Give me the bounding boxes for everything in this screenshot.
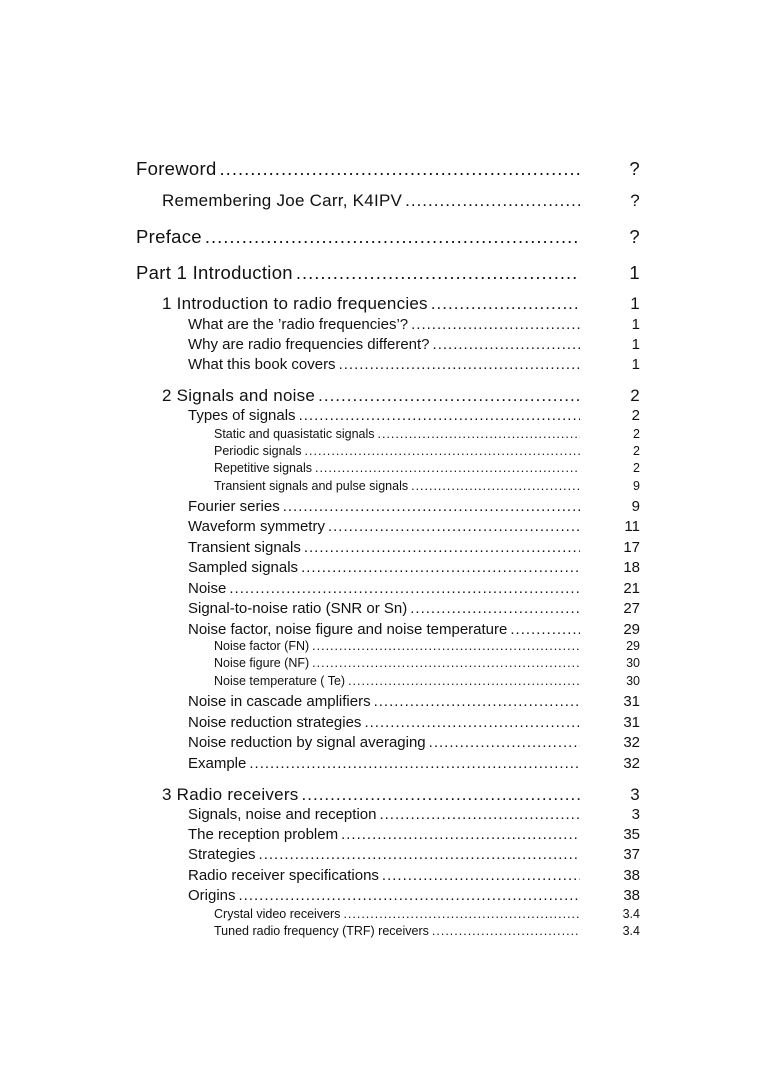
toc-entry <box>136 226 640 247</box>
toc-entry <box>214 924 640 938</box>
toc-entry <box>214 674 640 688</box>
dot-leader <box>328 519 580 534</box>
toc-entry-page: 2 <box>630 386 640 405</box>
toc-entry-title: Tuned radio frequency (TRF) receivers <box>214 924 429 938</box>
toc-entry-page: 3.4 <box>622 907 640 921</box>
toc-entry-title: Remembering Joe Carr, K4IPV <box>162 191 403 210</box>
dot-leader <box>312 657 580 670</box>
toc-entry-page: 2 <box>633 461 640 475</box>
dot-leader <box>318 387 580 404</box>
toc-entry-title: Fourier series <box>188 498 280 515</box>
toc-entry <box>162 191 640 210</box>
toc-entry-title: Types of signals <box>188 407 296 424</box>
toc-entry-page: 21 <box>623 580 640 597</box>
toc-entry <box>214 639 640 653</box>
toc-entry-title: 3 Radio receivers <box>162 785 299 804</box>
toc-entry-page: 2 <box>633 444 640 458</box>
dot-leader <box>283 499 580 514</box>
toc-entry-title: Radio receiver specifications <box>188 867 379 884</box>
toc-entry-title: Sampled signals <box>188 559 299 576</box>
toc-entry <box>188 539 640 556</box>
toc-entry-title: Preface <box>136 226 202 247</box>
toc-entry <box>188 755 640 772</box>
toc-entry-title: Transient signals and pulse signals <box>214 479 409 493</box>
toc-entry <box>214 444 640 458</box>
toc-entry-page: 32 <box>623 755 640 772</box>
toc-entry-title: The reception problem <box>188 826 339 843</box>
dot-leader <box>304 540 580 555</box>
toc-entry-page: 38 <box>623 867 640 884</box>
dot-leader <box>433 337 580 352</box>
toc-entry <box>214 656 640 670</box>
toc-entry-title: Transient signals <box>188 539 301 556</box>
dot-leader <box>411 317 580 332</box>
toc-entry <box>214 479 640 493</box>
toc-entry <box>136 262 640 283</box>
dot-leader <box>305 445 580 458</box>
toc-entry-title: Origins <box>188 887 236 904</box>
toc-entry <box>188 621 640 638</box>
toc-entry <box>188 846 640 863</box>
dot-leader <box>432 925 580 938</box>
toc-entry-page: 3.4 <box>622 924 640 938</box>
toc-entry-title: Why are radio frequencies different? <box>188 336 430 353</box>
toc-entry-title: Noise figure (NF) <box>214 656 310 670</box>
toc-entry <box>162 386 640 405</box>
toc-entry <box>188 498 640 515</box>
toc-entry-title: What are the ’radio frequencies’? <box>188 316 409 333</box>
dot-leader <box>510 622 580 637</box>
toc-entry-page: 31 <box>623 714 640 731</box>
toc-entry <box>188 887 640 904</box>
toc-entry <box>188 559 640 576</box>
toc-entry-page: ? <box>629 226 640 247</box>
toc-entry-title: Waveform symmetry <box>188 518 325 535</box>
toc-entry <box>162 785 640 804</box>
toc-entry-page: 30 <box>626 656 640 670</box>
toc-entry-page: 9 <box>633 479 640 493</box>
toc-entry-title: Foreword <box>136 158 217 179</box>
dot-leader <box>259 847 580 862</box>
toc-entry <box>188 518 640 535</box>
dot-leader <box>431 295 580 312</box>
dot-leader <box>301 560 580 575</box>
toc-entry-page: 3 <box>630 785 640 804</box>
toc-entry-title: 2 Signals and noise <box>162 386 316 405</box>
toc-entry-title: Noise factor (FN) <box>214 639 310 653</box>
toc-entry-title: Noise factor, noise figure and noise temperature <box>188 621 508 638</box>
toc-entry-page: ? <box>630 191 640 210</box>
dot-leader <box>341 827 580 842</box>
toc-entry <box>188 826 640 843</box>
dot-leader <box>410 601 580 616</box>
dot-leader <box>339 357 580 372</box>
dot-leader <box>429 735 580 750</box>
toc-entry-page: 38 <box>623 887 640 904</box>
dot-leader <box>374 694 580 709</box>
toc-entry-page: 2 <box>631 407 640 424</box>
dot-leader <box>348 675 580 688</box>
dot-leader <box>220 160 580 179</box>
toc-entry-page: 17 <box>623 539 640 556</box>
toc-entry-title: Strategies <box>188 846 256 863</box>
toc-entry <box>188 693 640 710</box>
toc-entry-page: 1 <box>629 262 640 283</box>
toc-entry-title: Static and quasistatic signals <box>214 427 375 441</box>
toc-entry-title: 1 Introduction to radio frequencies <box>162 294 428 313</box>
dot-leader <box>315 462 580 475</box>
toc-entry <box>214 427 640 441</box>
toc-entry-page: 3 <box>631 806 640 823</box>
dot-leader <box>312 640 580 653</box>
toc-entry <box>188 600 640 617</box>
toc-entry-page: 9 <box>631 498 640 515</box>
dot-leader <box>229 581 580 596</box>
toc-entry-title: What this book covers <box>188 356 336 373</box>
toc-entry-page: 18 <box>623 559 640 576</box>
toc-entry-page: 30 <box>626 674 640 688</box>
dot-leader <box>382 868 580 883</box>
toc-entry-title: Part 1 Introduction <box>136 262 293 283</box>
dot-leader <box>205 228 580 247</box>
toc-entry-page: 11 <box>624 518 640 535</box>
toc-entry-page: 1 <box>631 356 640 373</box>
toc-entry <box>188 714 640 731</box>
toc-entry-page: 37 <box>623 846 640 863</box>
dot-leader <box>364 715 580 730</box>
toc-entry-title: Signal-to-noise ratio (SNR or Sn) <box>188 600 408 617</box>
dot-leader <box>343 908 580 921</box>
toc-entry <box>136 158 640 179</box>
toc-entry <box>188 867 640 884</box>
toc-entry-page: 2 <box>633 427 640 441</box>
dot-leader <box>249 756 580 771</box>
toc-entry <box>188 580 640 597</box>
dot-leader <box>299 408 580 423</box>
dot-leader <box>405 192 580 209</box>
dot-leader <box>296 264 580 283</box>
toc-entry <box>188 316 640 333</box>
toc-entry-title: Signals, noise and reception <box>188 806 377 823</box>
toc-entry <box>188 734 640 751</box>
toc-entry <box>214 907 640 921</box>
toc-entry <box>188 356 640 373</box>
toc-entry <box>188 407 640 424</box>
toc-entry-title: Noise in cascade amplifiers <box>188 693 371 710</box>
toc-entry-title: Noise temperature ( Te) <box>214 674 346 688</box>
toc-entry <box>188 806 640 823</box>
toc-entry <box>162 294 640 313</box>
toc-entry <box>188 336 640 353</box>
dot-leader <box>379 807 580 822</box>
dot-leader <box>411 480 580 493</box>
dot-leader <box>378 428 580 441</box>
toc-entry-page: ? <box>629 158 640 179</box>
toc-entry-title: Noise <box>188 580 227 597</box>
toc-entry-page: 27 <box>623 600 640 617</box>
toc-entry-title: Noise reduction strategies <box>188 714 362 731</box>
dot-leader <box>239 888 580 903</box>
toc-entry-page: 1 <box>631 316 640 333</box>
toc-entry-title: Noise reduction by signal averaging <box>188 734 426 751</box>
toc-entry-title: Example <box>188 755 247 772</box>
toc-entry <box>214 461 640 475</box>
dot-leader <box>302 786 580 803</box>
toc-entry-page: 29 <box>623 621 640 638</box>
toc-entry-page: 29 <box>626 639 640 653</box>
toc-entry-page: 35 <box>623 826 640 843</box>
toc-entry-title: Periodic signals <box>214 444 302 458</box>
toc-entry-page: 1 <box>631 336 640 353</box>
toc-entry-title: Repetitive signals <box>214 461 312 475</box>
toc-entry-page: 32 <box>623 734 640 751</box>
toc-entry-page: 31 <box>623 693 640 710</box>
toc-entry-title: Crystal video receivers <box>214 907 341 921</box>
toc-entry-page: 1 <box>630 294 640 313</box>
